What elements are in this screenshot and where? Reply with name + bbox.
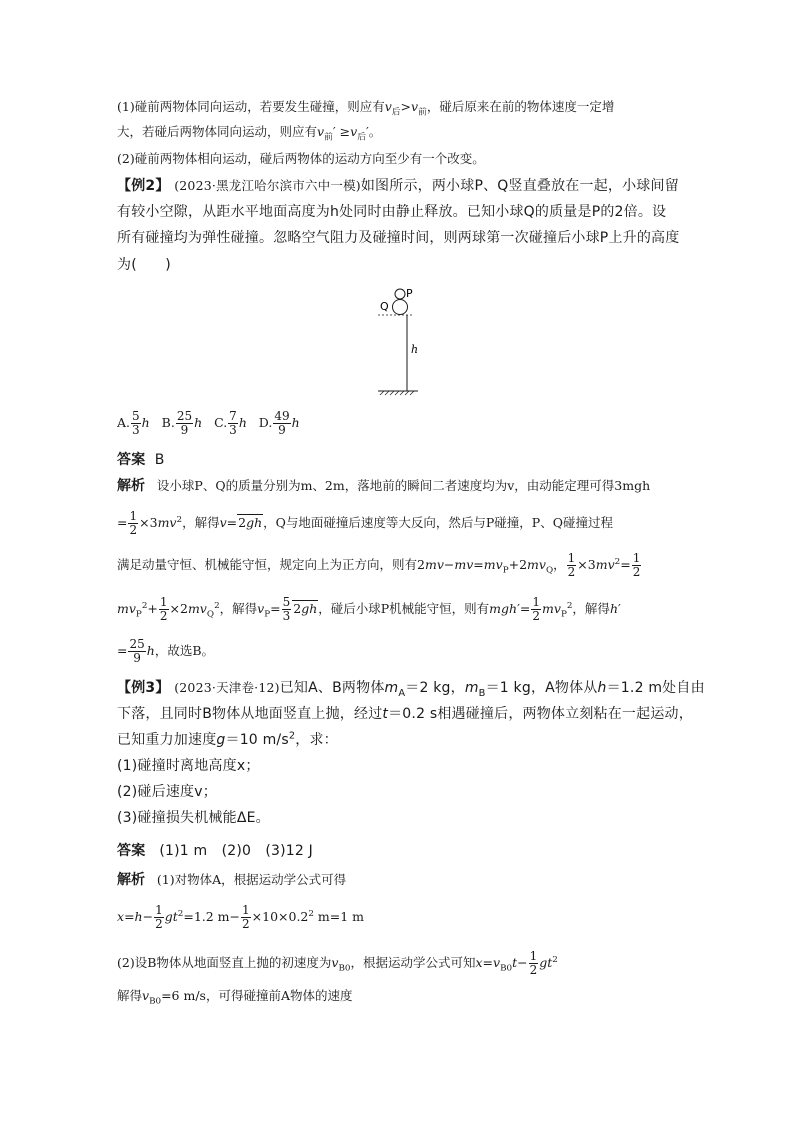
- note-line-3: [117, 149, 485, 169]
- answer-value: (1)1 m (2)0 (3)12 J: [159, 843, 313, 859]
- ball-p: [395, 289, 405, 299]
- analysis-text: ，Q与地面碰撞后速度等大反向，然后与P碰撞，P、Q碰撞过程: [263, 515, 613, 530]
- example-text: 如图所示，两小球P、Q竖直叠放在一起，小球间留: [360, 178, 679, 194]
- analysis-text: (1)对物体A，根据运动学公式可得: [156, 872, 347, 887]
- example2-line-4: 为( ): [117, 257, 171, 273]
- analysis-text: ，解得: [219, 601, 258, 616]
- example2-options: A. $\frac{5}{3}$ h B. $\frac{25}{9}$ h C. $\frac{7}{3}$ h D. $\frac{49}{9}$ h: [117, 409, 300, 437]
- example3-question-3: (3)碰撞损失机械能ΔE。: [117, 810, 270, 826]
- example2-answer: [117, 450, 165, 470]
- example2-analysis-line-4: $mv_P^2+$ $\frac{1}{2}$ $\times 2mv_Q^2$，解得$v_P=$ $\frac{5}{3}$ 2gh，碰后小球P机械能守恒，则有mgh′= $\frac{1}{2}$ $mv_P^2$，解得h′: [117, 595, 621, 623]
- example2-line-3: 所有碰撞均为弹性碰撞。忽略空气阻力及碰撞时间，则两球第一次碰撞后小球P上升的高度: [117, 230, 680, 246]
- analysis-text: (2)设B物体从地面竖直上抛的初速度为: [117, 955, 332, 970]
- example3-question-2: (2)碰后速度v；: [117, 784, 217, 800]
- note-text: (2)碰前两物体相向运动，碰后两物体的运动方向至少有一个改变。: [117, 151, 485, 166]
- example3-analysis-line-3: (2)设B物体从地面竖直上抛的初速度为$v_{B0}$，根据运动学公式可知$x=v_{B0}t-$ $\frac{1}{2}$ $gt^2$: [117, 949, 558, 977]
- example-text: 相遇碰撞后，两物体立刻粘在一起运动，: [437, 706, 693, 722]
- example3-analysis-line-2: x=h− $\frac{1}{2}$ $gt^2=1.2$ m− $\frac{1}{2}$ $\times 10\times 0.2^2$ m=1 m: [117, 903, 365, 931]
- analysis-label: 解析: [117, 478, 145, 494]
- example3-line-3: 已知重力加速度g＝10 $m/s^2$，求：: [117, 730, 338, 748]
- figure-svg: [370, 286, 450, 398]
- ground-hatching: [380, 391, 414, 395]
- note-line-1: (1)碰前两物体同向运动，若要发生碰撞，则应有$v_后>v_前$，碰后原来在前的物体速度一定增: [117, 99, 615, 118]
- example-text: 已知重力加速度: [117, 732, 217, 748]
- example3-line-2: 下落，且同时B物体从地面竖直上抛，经过t＝0.2 s相遇碰撞后，两物体立刻粘在一起运动，: [117, 706, 693, 722]
- label-q: Q: [380, 300, 389, 313]
- analysis-text: ，故选B。: [154, 643, 215, 658]
- analysis-text: 设小球P、Q的质量分别为m、2m，落地前的瞬间二者速度均为v，由动能定理可得3mgh: [156, 478, 651, 493]
- analysis-text: ，根据运动学公式可知: [350, 955, 476, 970]
- example-label: 【例3】: [117, 680, 170, 696]
- analysis-text: ，碰后小球P机械能守恒，则有: [318, 601, 490, 616]
- example-source: (2023·黑龙江哈尔滨市六中一模): [174, 178, 361, 193]
- example2-line-2: 有较小空隙，从距水平地面高度为h处同时由静止释放。已知小球Q的质量是P的2倍。设: [117, 204, 667, 220]
- analysis-text: ，可得碰撞前A物体的速度: [205, 988, 353, 1003]
- option-a: A.: [117, 415, 131, 430]
- example3-analysis-line-4: 解得$v_{B0}=6$ m/s，可得碰撞前A物体的速度: [117, 988, 353, 1007]
- note-line-2: 大，若碰后两物体同向运动，则应有$v_前' \ge v_后'$。: [117, 124, 382, 143]
- example2-analysis-line-1: [117, 476, 650, 496]
- example-text: 已知A、B两物体: [279, 680, 385, 696]
- example-label: 【例2】: [117, 178, 170, 194]
- analysis-text: 满足动量守恒、机械能守恒，规定向上为正方向，则有: [117, 557, 418, 572]
- example-text: 处自由: [662, 680, 705, 696]
- example3-answer: [117, 841, 313, 861]
- option-c: C.: [214, 415, 228, 430]
- example3-analysis-line-1: [117, 870, 346, 890]
- answer-value: B: [154, 452, 165, 468]
- note-text: ，碰后原来在前的物体速度一定增: [426, 99, 615, 114]
- example2-analysis-line-2: = $\frac{1}{2}$ $\times 3mv^2$，解得v=2gh，Q与地面碰撞后速度等大反向，然后与P碰撞，P、Q碰撞过程: [117, 509, 613, 537]
- answer-label: 答案: [117, 843, 146, 859]
- example2-analysis-line-3: 满足动量守恒、机械能守恒，规定向上为正方向，则有$2mv-mv=mv_P+2mv_Q$， $\frac{1}{2}$ $\times 3mv^2=$ $\frac{1}{2}$: [117, 551, 641, 579]
- example3-line-1: 【例3】 (2023·天津卷·12)已知A、B两物体$m_A=2$ kg，$m_B=1$ kg，A物体从h＝1.2 m处自由: [117, 680, 705, 699]
- analysis-text: ，解得: [572, 601, 610, 616]
- example-text: 下落，且同时B物体从地面竖直上抛，经过: [117, 706, 383, 722]
- answer-label: 答案: [117, 452, 146, 468]
- example-source: (2023·天津卷·12): [174, 680, 280, 695]
- label-p: P: [406, 287, 413, 300]
- note-text: 大，若碰后两物体同向运动，则应有: [117, 124, 318, 139]
- example-text: ，A物体从: [530, 680, 598, 696]
- example2-analysis-line-5: = $\frac{25}{9}$ h，故选B。: [117, 637, 215, 665]
- analysis-label: 解析: [117, 872, 145, 888]
- label-h: h: [411, 343, 419, 356]
- example-text: ，求：: [295, 732, 338, 748]
- ball-q: [393, 300, 408, 315]
- example3-question-1: (1)碰撞时离地高度x；: [117, 758, 260, 774]
- note-text: 。: [368, 124, 382, 139]
- stacked-balls-figure: [370, 286, 450, 402]
- option-d: D.: [258, 415, 273, 430]
- analysis-text: ，解得: [182, 515, 220, 530]
- note-text: (1)碰前两物体同向运动，若要发生碰撞，则应有: [117, 99, 385, 114]
- example2-line-1: [117, 176, 679, 196]
- option-b: B.: [161, 415, 175, 430]
